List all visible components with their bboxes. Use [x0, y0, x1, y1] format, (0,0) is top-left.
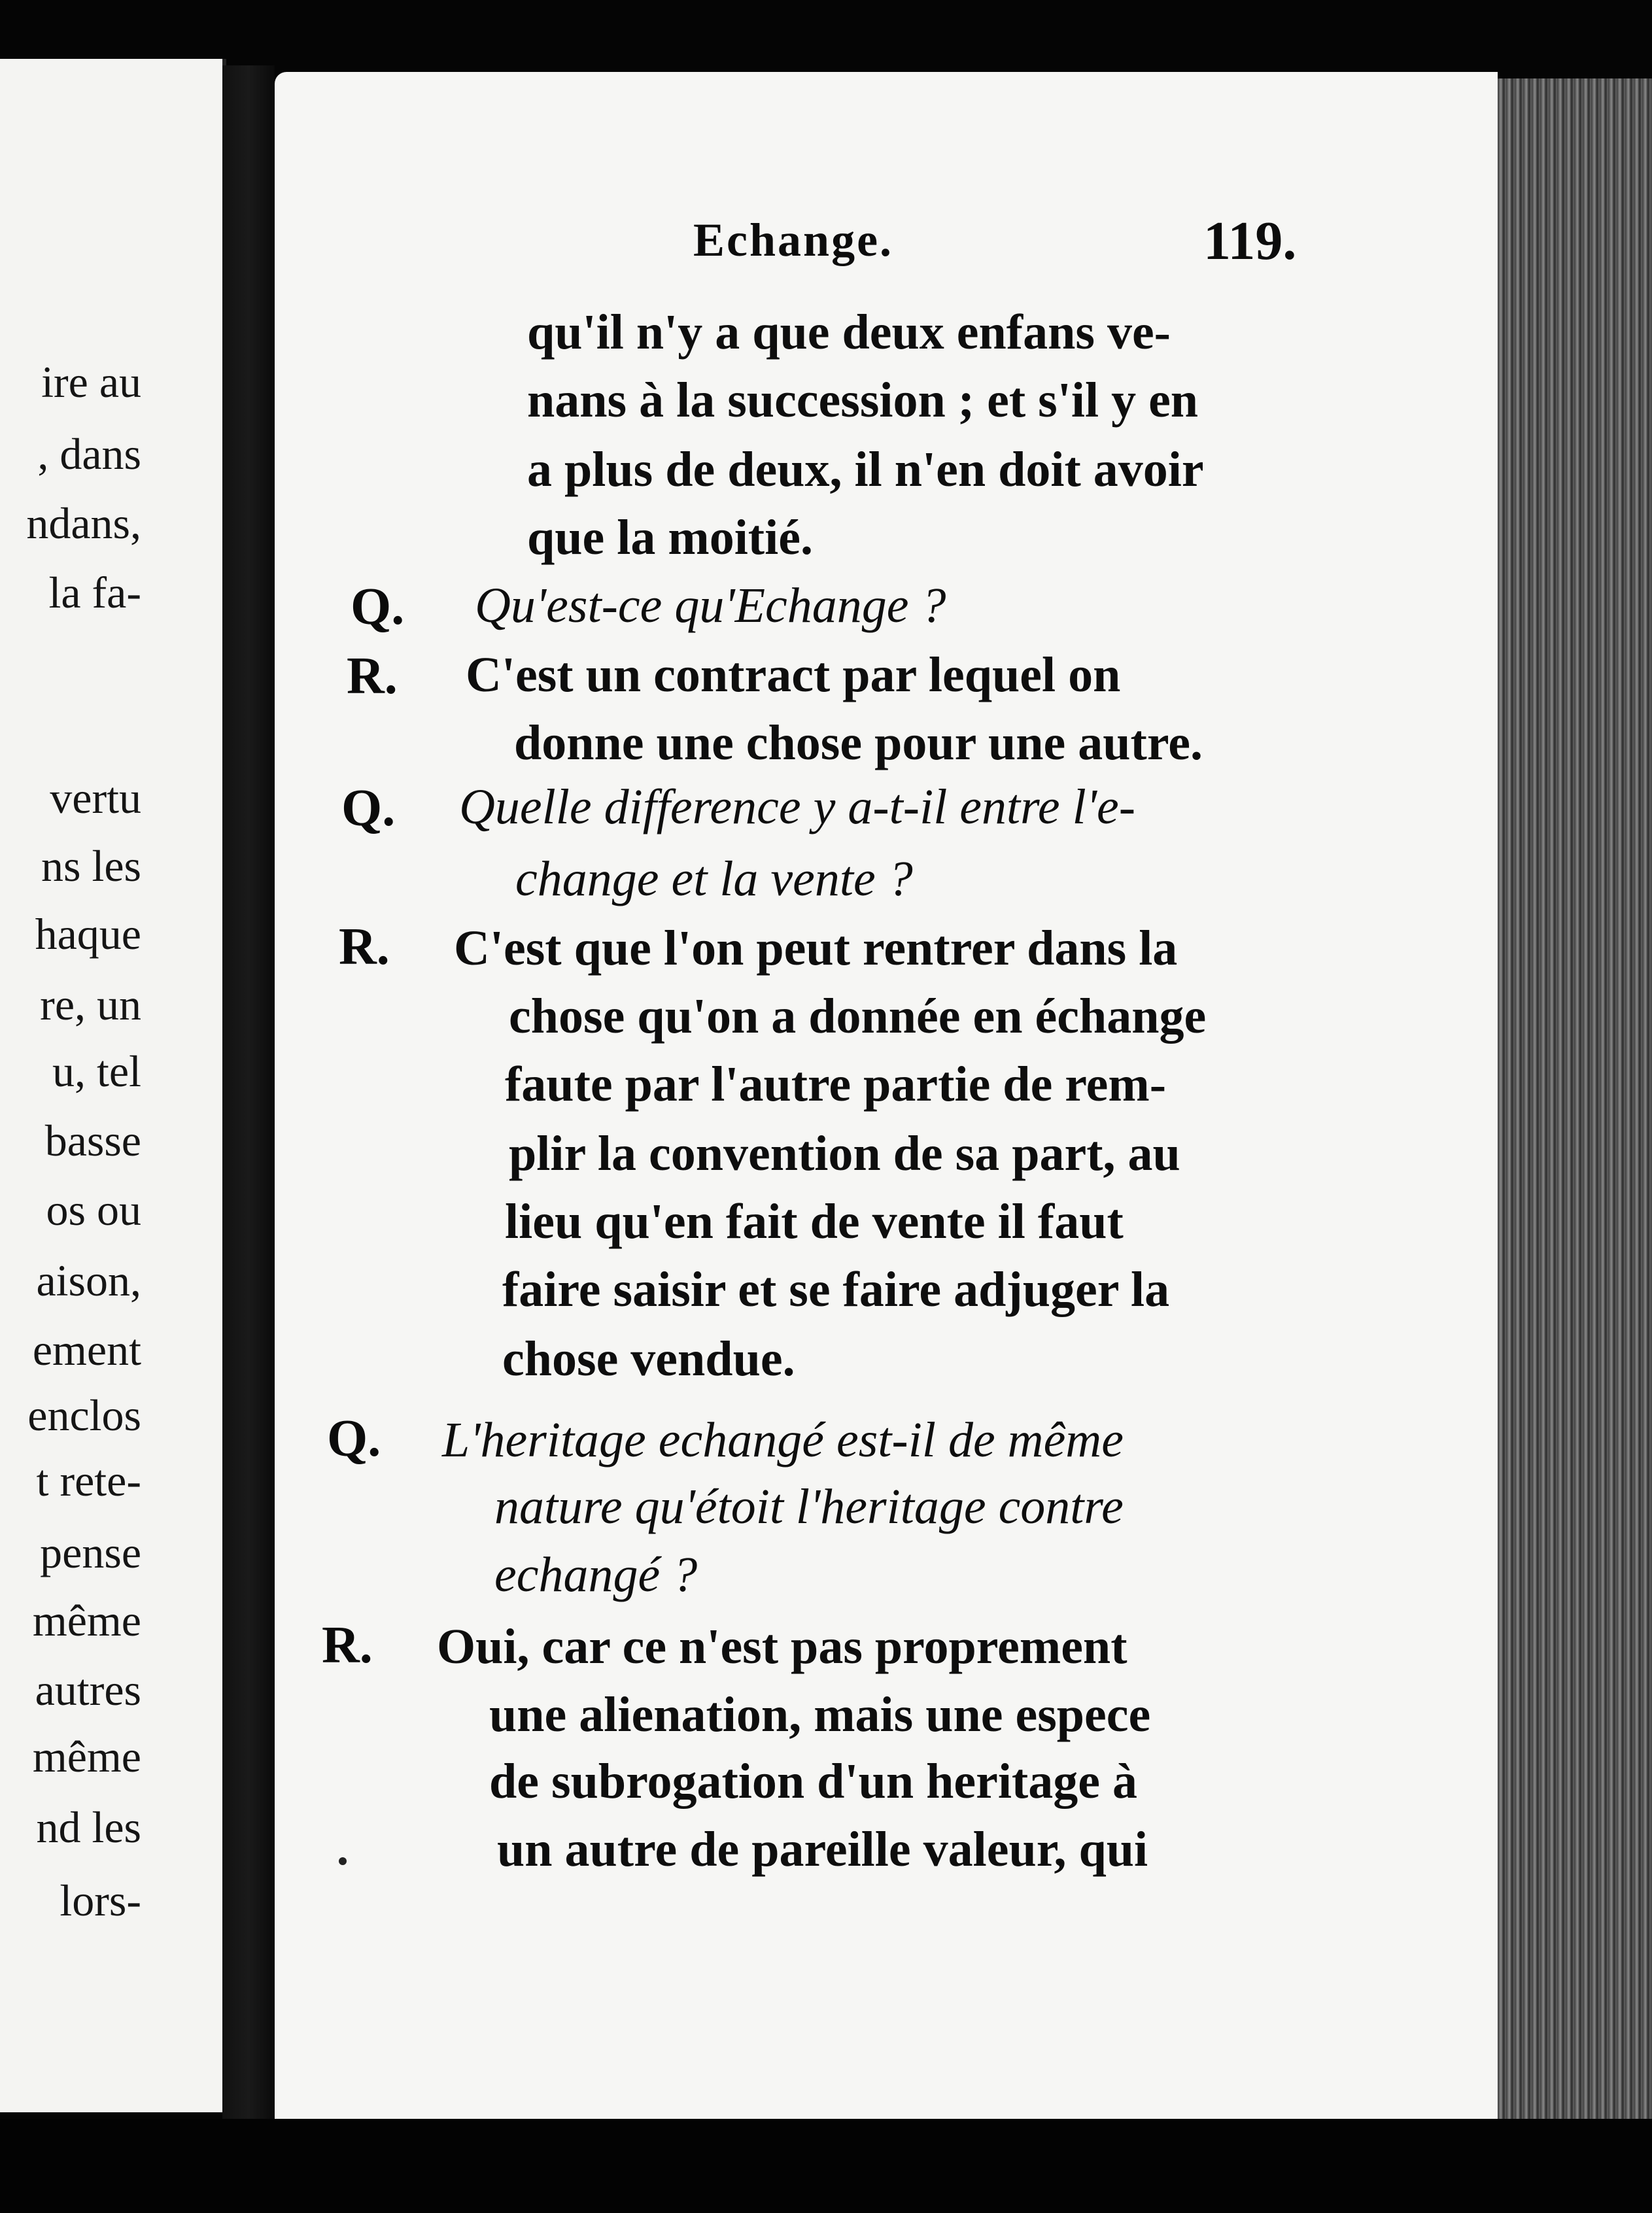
question-line: nature qu'étoit l'heritage contre	[494, 1479, 1124, 1534]
answer-line: faute par l'autre partie de rem-	[505, 1057, 1167, 1112]
facing-page-left	[0, 59, 226, 2112]
left-page-line: t rete-	[36, 1456, 141, 1505]
left-page-line: ire au	[41, 357, 141, 407]
left-page-line: , dans	[37, 429, 141, 479]
question-line: change et la vente ?	[515, 851, 913, 906]
question-line: echangé ?	[494, 1547, 698, 1602]
left-page-line: même	[32, 1732, 141, 1781]
page-edge-stack	[1498, 78, 1652, 2138]
left-page-line: haque	[35, 909, 141, 959]
answer-line: faire saisir et se faire adjuger la	[502, 1262, 1170, 1317]
answer-line: lieu qu'en fait de vente il faut	[505, 1194, 1124, 1249]
answer-line: Oui, car ce n'est pas proprement	[437, 1619, 1127, 1674]
question-line: Quelle difference y a-t-il entre l'e-	[459, 780, 1136, 834]
left-page-line: ns les	[41, 841, 141, 891]
left-page-line: nd les	[36, 1802, 141, 1852]
ink-speck	[339, 1857, 347, 1865]
question-marker: Q.	[351, 578, 405, 636]
continuation-line: que la moitié.	[527, 510, 813, 565]
question-marker: Q.	[341, 780, 396, 837]
left-page-line: autres	[35, 1665, 141, 1715]
continuation-line: qu'il n'y a que deux enfans ve-	[527, 305, 1171, 360]
answer-marker: R.	[347, 647, 398, 705]
continuation-line: nans à la succession ; et s'il y en	[527, 373, 1199, 428]
answer-line: plir la convention de sa part, au	[509, 1126, 1180, 1181]
question-marker: Q.	[327, 1410, 381, 1467]
left-page-line: la fa-	[48, 568, 141, 617]
left-page-line: aison,	[36, 1256, 141, 1305]
left-page-line: u, tel	[52, 1046, 141, 1096]
answer-line: de subrogation d'un heritage à	[489, 1754, 1137, 1809]
left-page-line: ement	[32, 1325, 141, 1375]
left-page-line: ndans,	[26, 498, 141, 548]
left-page-line: pense	[40, 1528, 141, 1577]
left-page-line: os ou	[46, 1185, 141, 1235]
left-page-line: re, un	[40, 980, 141, 1029]
question-line: L'heritage echangé est-il de même	[442, 1413, 1124, 1467]
answer-line: C'est un contract par lequel on	[466, 647, 1121, 702]
answer-line: donne une chose pour une autre.	[514, 715, 1203, 770]
continuation-line: a plus de deux, il n'en doit avoir	[527, 442, 1204, 497]
answer-marker: R.	[339, 918, 390, 976]
bottom-shadow	[0, 2119, 1652, 2213]
left-page-line: même	[32, 1596, 141, 1645]
left-page-line: vertu	[50, 773, 141, 823]
running-title: Echange.	[693, 214, 894, 266]
answer-line: chose qu'on a donnée en échange	[509, 989, 1207, 1044]
answer-line: chose vendue.	[502, 1331, 795, 1386]
answer-line: un autre de pareille valeur, qui	[497, 1822, 1148, 1877]
answer-marker: R.	[322, 1617, 373, 1674]
answer-line: C'est que l'on peut rentrer dans la	[454, 921, 1178, 976]
left-page-line: lors-	[60, 1876, 141, 1925]
page-number: 119.	[1203, 211, 1297, 271]
answer-line: une alienation, mais une espece	[489, 1687, 1151, 1742]
question-line: Qu'est-ce qu'Echange ?	[475, 578, 946, 633]
left-page-line: basse	[44, 1116, 141, 1165]
book-gutter	[222, 65, 275, 2119]
left-page-line: enclos	[27, 1390, 141, 1440]
